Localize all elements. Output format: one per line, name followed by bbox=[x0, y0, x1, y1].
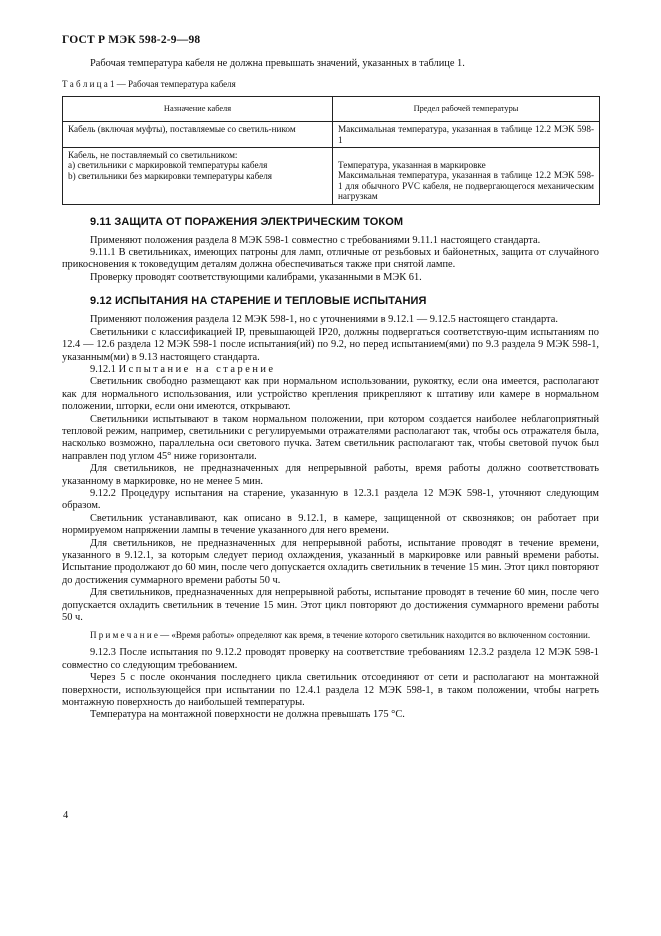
body-paragraph: 9.12.3 После испытания по 9.12.2 проводят проверку на соответствие требованиям 12.3.2 раздела 12 МЭК 598-1 совместно со следующим требованием. bbox=[62, 647, 599, 671]
body-paragraph: Через 5 с после окончания последнего цикла светильник отсоединяют от сети и располагают на монтажной поверхности, использующейся при испытании по 12.4.1 раздела 12 МЭК 598-1, в таком положении, чтобы нагреть монтажную поверхность до наибольшей температуры. bbox=[62, 672, 599, 709]
cell-line: Температура, указанная в маркировке bbox=[338, 160, 486, 171]
section-heading: 9.12 ИСПЫТАНИЯ НА СТАРЕНИЕ И ТЕПЛОВЫЕ ИСПЫТАНИЯ bbox=[90, 295, 427, 308]
subsection-number: 9.12.1 bbox=[90, 363, 119, 375]
table-row bbox=[63, 122, 600, 148]
cell-line: Кабель (включая муфты), поставляемые со светиль-ником bbox=[68, 124, 296, 135]
note-label: П р и м е ч а н и е bbox=[90, 630, 158, 641]
body-paragraph: Для светильников, предназначенных для непрерывной работы, испытание проводят в течение 60 мин, после чего допускается охладить светильник в течение 15 мин. Этот цикл повторяют до достижения суммарного времени работы 50 ч. bbox=[62, 587, 599, 624]
intro-paragraph: Рабочая температура кабеля не должна превышать значений, указанных в таблице 1. bbox=[90, 58, 465, 69]
body-paragraph: Применяют положения раздела 8 МЭК 598-1 совместно с требованиями 9.11.1 настоящего стандарта. bbox=[90, 234, 541, 246]
table-cell bbox=[333, 122, 600, 148]
table-caption-label: Т а б л и ц а bbox=[62, 79, 108, 90]
cable-temperature-table bbox=[62, 96, 600, 205]
body-paragraph: Проверку проводят соответствующими калибрами, указанными в МЭК 61. bbox=[90, 271, 422, 283]
cell-line: b) светильники без маркировки температуры кабеля bbox=[68, 170, 273, 181]
section-heading: 9.11 ЗАЩИТА ОТ ПОРАЖЕНИЯ ЭЛЕКТРИЧЕСКИМ ТОКОМ bbox=[90, 215, 404, 228]
table-caption-text: 1 — Рабочая температура кабеля bbox=[107, 79, 236, 90]
table-header-cell: Назначение кабеля bbox=[63, 96, 333, 121]
note-paragraph bbox=[62, 630, 599, 641]
body-paragraph: Светильники испытывают в таком нормальном положении, при котором создается наиболее неблагоприятный тепловой режим, например, светильники с регулируемыми отражателями располагают так, чтобы ось отражателя была, насколько возможно, параллельна оси светового пучка. Затем светильник располагают так, чтобы световой пучок был направлен под углом 45° ниже горизонтали. bbox=[62, 413, 599, 462]
body-paragraph: Светильники с классификацией IP, превышающей IP20, должны подвергаться соответствую-щим испытаниям по 12.4 — 12.6 раздела 12 МЭК 598-1 после испытания(ий) по 9.2, но перед испытанием(ями) по 9.3 раздела 9 МЭК 598-1, указанным(ми) в 9.13 настоящего стандарта. bbox=[62, 326, 599, 363]
body-paragraph: Светильник устанавливают, как описано в 9.12.1, в камере, защищенной от сквозняков; он работает при нормируемом напряжении лампы в течение указанного для него времени. bbox=[62, 512, 599, 537]
subsection-heading bbox=[62, 364, 599, 376]
body-paragraph: Температура на монтажной поверхности не должна превышать 175 °С. bbox=[90, 709, 405, 721]
cell-line: Максимальная температура, указанная в таблице 12.2 МЭК 598-1 для обычного PVC кабеля, не подвергающегося механическим нагрузкам bbox=[338, 170, 594, 202]
standard-header: ГОСТ Р МЭК 598-2-9—98 bbox=[62, 34, 201, 46]
body-paragraph: Светильник свободно размещают как при нормальном использовании, рукоятку, если она имеется, располагают как для нормального использования, или устройство крепления прикрепляют к штативу или камере в нормальном положении, шторки, если они имеются, открывают. bbox=[62, 376, 599, 413]
body-paragraph: Для светильников, не предназначенных для непрерывной работы, время работы должно соответствовать указанному в маркировке, но не менее 5 мин. bbox=[62, 463, 599, 487]
table-caption bbox=[62, 78, 599, 90]
cell-line: Кабель, не поставляемый со светильником: bbox=[68, 150, 238, 161]
table-header-cell: Предел рабочей температуры bbox=[333, 96, 600, 121]
table-cell bbox=[333, 148, 600, 205]
table-row bbox=[63, 148, 600, 205]
body-paragraph: Применяют положения раздела 12 МЭК 598-1, но с уточнениями в 9.12.1 — 9.12.5 настоящего стандарта. bbox=[90, 314, 558, 326]
cell-line: a) светильники с маркировкой температуры кабеля bbox=[68, 160, 268, 171]
note-text: — «Время работы» определяют как время, в течение которого светильник находится во включенном состоянии. bbox=[157, 630, 591, 641]
subsection-title: Испытание на старение bbox=[118, 363, 276, 375]
table-cell bbox=[63, 148, 333, 205]
document-content bbox=[62, 58, 599, 722]
page-number: 4 bbox=[63, 810, 69, 821]
body-paragraph: 9.12.2 Процедуру испытания на старение, указанную в 12.3.1 раздела 12 МЭК 598-1, уточняют следующим образом. bbox=[62, 487, 599, 512]
table-header-row bbox=[63, 96, 600, 121]
body-paragraph: 9.11.1 В светильниках, имеющих патроны для ламп, отличные от резьбовых и байонетных, защита от случайного прикосновения к токоведущим деталям должна обеспечиваться также при снятой лампе. bbox=[62, 247, 599, 271]
table-cell bbox=[63, 122, 333, 148]
body-paragraph: Для светильников, не предназначенных для непрерывной работы, испытание проводят в течение времени, указанного в 9.12.1, за которым следует период охлаждения, указанный в маркировке или равный времени работы. Испытание продолжают до 60 мин, после чего допускается охладить светильник в течение 15 мин. Этот цикл повторяют до достижения суммарного времени работы 50 ч. bbox=[62, 537, 599, 586]
cell-line: Максимальная температура, указанная в таблице 12.2 МЭК 598-1 bbox=[338, 124, 594, 145]
